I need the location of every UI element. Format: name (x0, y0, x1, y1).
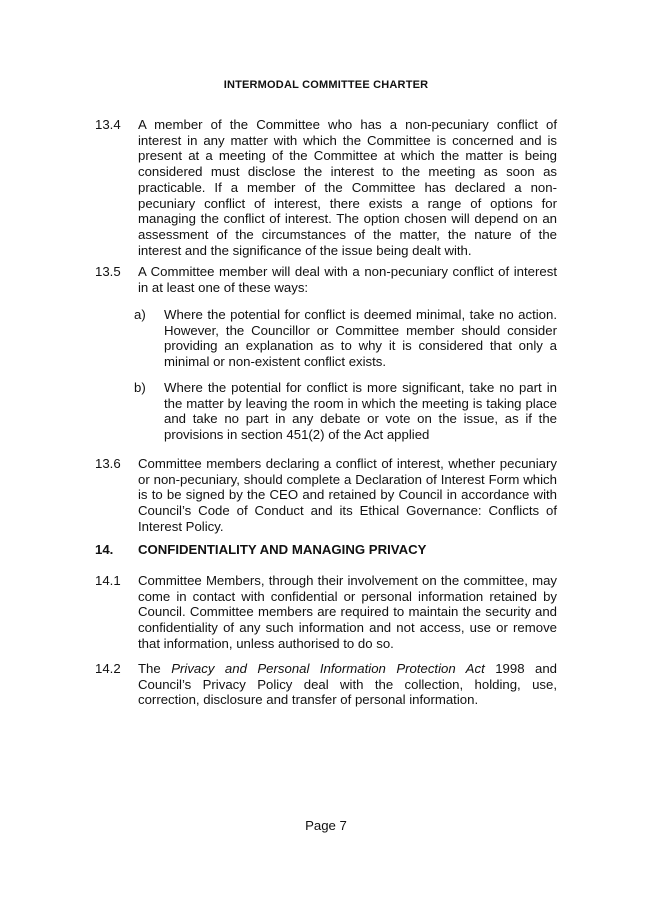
clause-13-5-item-b (134, 380, 557, 443)
item-label: a) (134, 307, 146, 322)
clause-number: 13.4 (95, 117, 121, 132)
act-name: Privacy and Personal Information Protection Act (171, 661, 485, 676)
clause-text: A member of the Committee who has a non-pecuniary conflict of interest in any matter with which the Committee is concerned and is present at a meeting of the Committee at which the matter is being considered must disclose the interest to the meeting as soon as practicable. If a member of the Committee has declared a non-pecuniary conflict of interest, there exists a range of options for managing the conflict of interest. The option chosen will depend on an assessment of the circumstances of the matter, the nature of the interest and the significance of the issue being dealt with. (138, 117, 557, 258)
text-after: 1998 and Council’s Privacy Policy deal with the collection, holding, use, correction, disclosure and transfer of personal information. (138, 661, 558, 708)
clause-13-6 (95, 456, 557, 535)
clause-text: Committee members declaring a conflict of interest, whether pecuniary or non-pecuniary, should complete a Declaration of Interest Form which is to be signed by the CEO and retained by Council in accordance with Council’s Code of Conduct and its Ethical Governance: Conflicts of Interest Policy. (138, 456, 557, 534)
clause-14-2 (95, 661, 557, 708)
clause-text: Committee Members, through their involvement on the committee, may come in contact with confidential or personal information retained by Council. Committee members are required to maintain the security and confidentiality of any such information and not access, use or remove that information, unless authorised to do so. (138, 573, 557, 651)
clause-13-5 (95, 264, 557, 295)
item-label: b) (134, 380, 146, 395)
clause-number: 13.6 (95, 456, 121, 471)
page-header: INTERMODAL COMMITTEE CHARTER (223, 79, 429, 91)
page-number: Page 7 (305, 818, 347, 833)
clause-number: 13.5 (95, 264, 121, 279)
clause-14-1 (95, 573, 557, 652)
text-before: The (138, 661, 172, 676)
section-number: 14. (95, 542, 114, 557)
section-heading-14 (95, 542, 426, 558)
clause-13-5-item-a (134, 307, 557, 370)
clause-number: 14.1 (95, 573, 121, 588)
item-text: Where the potential for conflict is more significant, take no part in the matter by leaving the room in which the meeting is taking place and take no part in any debate or vote on the issue, as if the provisions in section 451(2) of the Act applied (164, 380, 557, 443)
clause-text (138, 661, 557, 708)
section-title: CONFIDENTIALITY AND MANAGING PRIVACY (138, 542, 427, 557)
clause-13-4 (95, 117, 557, 258)
clause-number: 14.2 (95, 661, 121, 676)
item-text: Where the potential for conflict is deemed minimal, take no action. However, the Councillor or Committee member should consider providing an explanation as to why it is considered that only a minimal or non-existent conflict exists. (164, 307, 557, 370)
clause-text: A Committee member will deal with a non-pecuniary conflict of interest in at least one of these ways: (138, 264, 557, 295)
